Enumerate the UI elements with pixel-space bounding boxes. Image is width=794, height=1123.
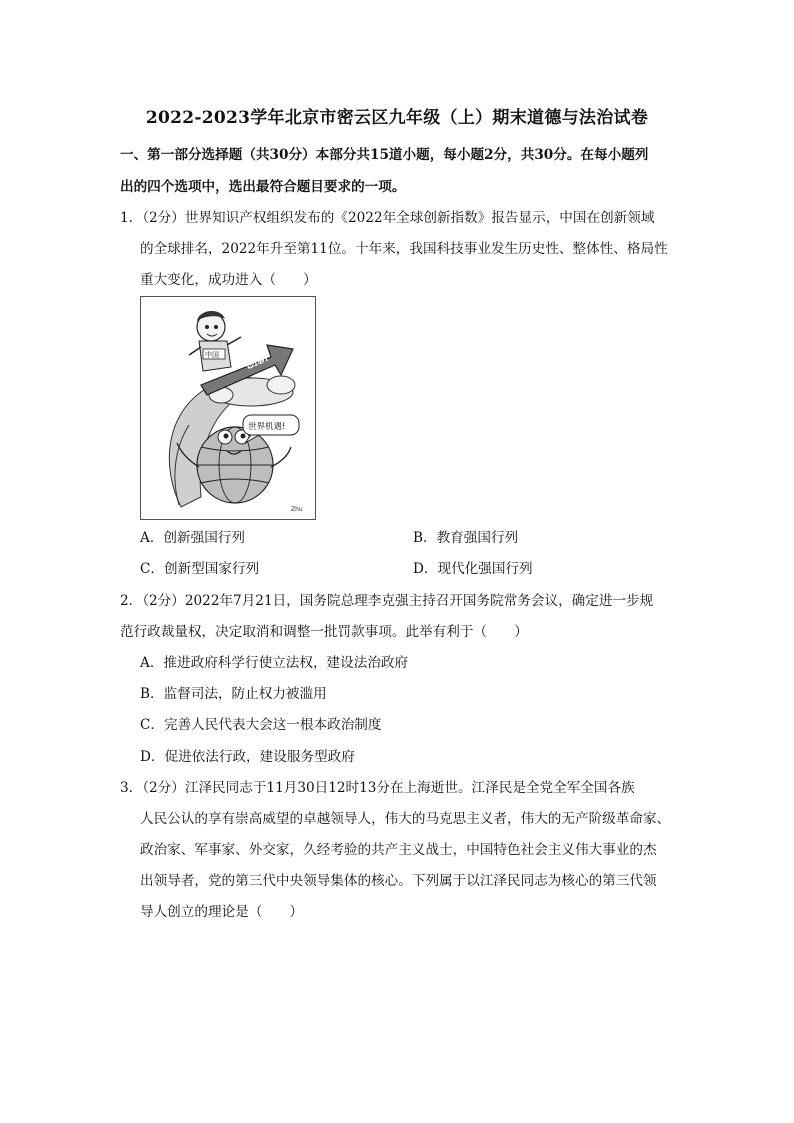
question-3-line-4: 出领导者，党的第三代中央领导集体的核心。下列属于以江泽民同志为核心的第三代领 — [140, 873, 657, 889]
question-1-option-d: D．现代化强国行列 — [413, 561, 533, 577]
cartoon-illustration — [141, 297, 315, 519]
question-3-line-2: 人民公认的享有崇高威望的卓越领导人，伟大的马克思主义者，伟大的无产阶级革命家、 — [140, 811, 671, 827]
question-2-option-d: D．促进依法行政，建设服务型政府 — [140, 749, 355, 765]
question-2-line-2: 范行政裁量权，决定取消和调整一批罚款事项。此举有利于（ ） — [120, 624, 528, 640]
question-1-option-c: C．创新型国家行列 — [140, 561, 260, 577]
question-3-line-5: 导人创立的理论是（ ） — [140, 904, 304, 920]
question-1-option-b: B．教育强国行列 — [413, 530, 519, 546]
question-2-line-1: 2．（2分）2022年7月21日，国务院总理李克强主持召开国务院常务会议，确定进一步规 — [120, 593, 654, 609]
question-3-line-1: 3．（2分）江泽民同志于11月30日12时13分在上海逝世。江泽民是全党全军全国各族 — [120, 780, 635, 796]
question-2-option-a: A．推进政府科学行使立法权，建设法治政府 — [140, 655, 409, 671]
question-1-cartoon — [140, 296, 316, 520]
question-1-line-2: 的全球排名，2022年升至第11位。十年来，我国科技事业发生历史性、整体性、格局性 — [140, 241, 668, 257]
question-2-option-c: C．完善人民代表大会这一根本政治制度 — [140, 717, 382, 733]
artist-signature: Zhu — [291, 506, 303, 513]
question-3-line-3: 政治家、军事家、外交家，久经考验的共产主义战士，中国特色社会主义伟大事业的杰 — [140, 842, 657, 858]
exam-title: 2022-2023学年北京市密云区九年级（上）期末道德与法治试卷 — [145, 108, 649, 128]
section-instruction-line-1: 一、第一部分选择题（共30分）本部分共15道小题，每小题2分，共30分。在每小题列 — [120, 147, 649, 163]
speech-bubble-text: 世界机遇! — [248, 422, 286, 432]
question-1-option-a: A．创新强国行列 — [140, 530, 245, 546]
question-1-line-3: 重大变化，成功进入（ ） — [140, 272, 317, 288]
flag-label: 中国 — [205, 351, 219, 359]
question-1-line-1: 1．（2分）世界知识产权组织发布的《2022年全球创新指数》报告显示，中国在创新领域 — [120, 210, 655, 226]
section-instruction-line-2: 出的四个选项中，选出最符合题目要求的一项。 — [120, 179, 406, 195]
arrow-label: 创新 — [242, 349, 271, 372]
question-2-option-b: B．监督司法，防止权力被滥用 — [140, 686, 327, 702]
